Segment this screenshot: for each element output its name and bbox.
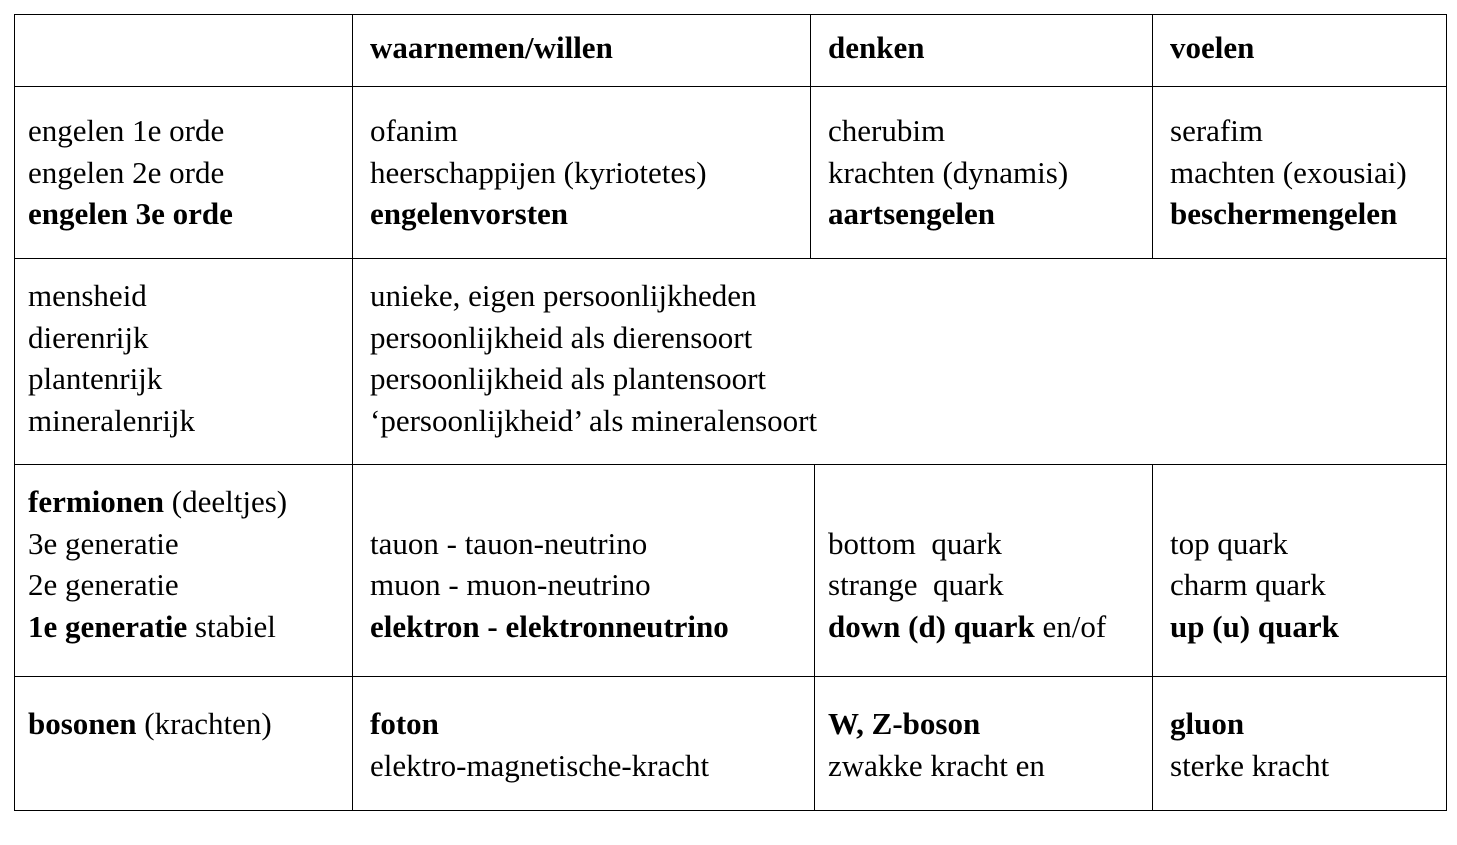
column-divider-2-lower — [814, 464, 815, 811]
angel-name: krachten (dynamis) — [828, 154, 1069, 190]
angel-name: ofanim — [370, 113, 458, 148]
fermions-voelen-cell — [1170, 523, 1339, 648]
bosons-denken-cell — [828, 703, 1045, 786]
table-border-right — [1446, 14, 1447, 811]
kingdom-label: plantenrijk — [28, 361, 163, 396]
boson-name: gluon — [1170, 706, 1245, 741]
angel-name: engelenvorsten — [370, 196, 569, 231]
table-border-top — [14, 14, 1447, 15]
column-divider-1 — [352, 14, 353, 811]
quark-suffix: en/of — [1034, 608, 1107, 644]
angels-waarnemen-cell — [370, 110, 707, 235]
kingdom-description: persoonlijkheid als plantensoort — [370, 361, 767, 396]
column-divider-3-upper — [1152, 14, 1153, 258]
angel-name: heerschappijen (kyriotetes) — [370, 154, 707, 190]
angels-label-cell — [28, 110, 233, 235]
force-name: sterke kracht — [1170, 747, 1330, 783]
fermions-title — [28, 481, 287, 523]
generation-label: 2e generatie — [28, 567, 179, 602]
angel-name: machten (exousiai) — [1170, 154, 1407, 190]
table-border-left — [14, 14, 15, 811]
kingdom-label: dierenrijk — [28, 319, 149, 355]
fermions-label-cell — [28, 481, 287, 647]
angels-denken-cell — [828, 110, 1068, 235]
boson-name: W, Z-boson — [828, 706, 981, 741]
angel-name: serafim — [1170, 113, 1263, 148]
angels-voelen-cell — [1170, 110, 1407, 235]
kingdom-description: unieke, eigen persoonlijkheden — [370, 278, 757, 313]
fermions-title-rest: (deeltjes) — [164, 484, 288, 519]
bosons-voelen-cell — [1170, 703, 1329, 786]
force-name: elektro-magnetische-kracht — [370, 747, 710, 783]
table-border-bottom — [14, 810, 1447, 811]
header-label: waarnemen/willen — [370, 30, 613, 65]
fermions-waarnemen-cell — [370, 523, 729, 648]
kingdom-label: mineralenrijk — [28, 402, 195, 438]
header-cell-waarnemen — [370, 27, 613, 69]
angel-name: aartsengelen — [828, 196, 996, 231]
header-cell-voelen — [1170, 27, 1254, 69]
angel-name: beschermengelen — [1170, 196, 1398, 231]
kingdom-description: persoonlijkheid als dierensoort — [370, 319, 753, 355]
quark-name — [828, 606, 1106, 648]
angel-name: cherubim — [828, 113, 946, 148]
quark-name: top quark — [1170, 525, 1288, 561]
quark-name-bold: down (d) quark — [828, 608, 1035, 644]
row-divider-fermions — [14, 676, 1447, 677]
column-divider-2-upper — [810, 14, 811, 258]
boson-name: foton — [370, 706, 439, 741]
angel-order-label: engelen 2e orde — [28, 154, 225, 190]
generation-label-bold: 1e generatie — [28, 608, 188, 644]
kingdoms-description-cell — [370, 275, 817, 441]
classification-table — [14, 14, 1447, 811]
kingdoms-label-cell — [28, 275, 195, 441]
lepton-pair: tauon - tauon-neutrino — [370, 525, 648, 561]
angel-order-label: engelen 3e orde — [28, 196, 233, 231]
angel-order-label: engelen 1e orde — [28, 113, 225, 148]
kingdom-description: ‘persoonlijkheid’ als mineralensoort — [370, 402, 818, 438]
bosons-label-cell — [28, 703, 272, 745]
lepton-pair: muon - muon-neutrino — [370, 567, 651, 602]
lepton-pair: elektron - elektronneutrino — [370, 608, 729, 644]
column-divider-3-lower — [1152, 464, 1153, 811]
header-label: denken — [828, 30, 925, 65]
quark-name: bottom quark — [828, 525, 1002, 561]
fermions-title-bold: fermionen — [28, 484, 165, 519]
bosons-title-bold: bosonen — [28, 706, 137, 741]
bosons-waarnemen-cell — [370, 703, 709, 786]
row-divider-header — [14, 86, 1447, 87]
generation-label: 3e generatie — [28, 525, 179, 561]
quark-name: charm quark — [1170, 567, 1326, 602]
bosons-title — [28, 703, 272, 745]
fermions-denken-cell — [828, 523, 1106, 648]
header-cell-denken — [828, 27, 924, 69]
row-divider-kingdoms — [14, 464, 1447, 465]
row-divider-angels — [14, 258, 1447, 259]
quark-name: up (u) quark — [1170, 608, 1339, 644]
quark-name: strange quark — [828, 567, 1004, 602]
generation-label-rest: stabiel — [187, 608, 276, 644]
force-name: zwakke kracht en — [828, 747, 1045, 783]
bosons-title-rest: (krachten) — [136, 706, 272, 741]
header-label: voelen — [1170, 30, 1255, 65]
generation-label — [28, 606, 287, 648]
kingdom-label: mensheid — [28, 278, 147, 313]
